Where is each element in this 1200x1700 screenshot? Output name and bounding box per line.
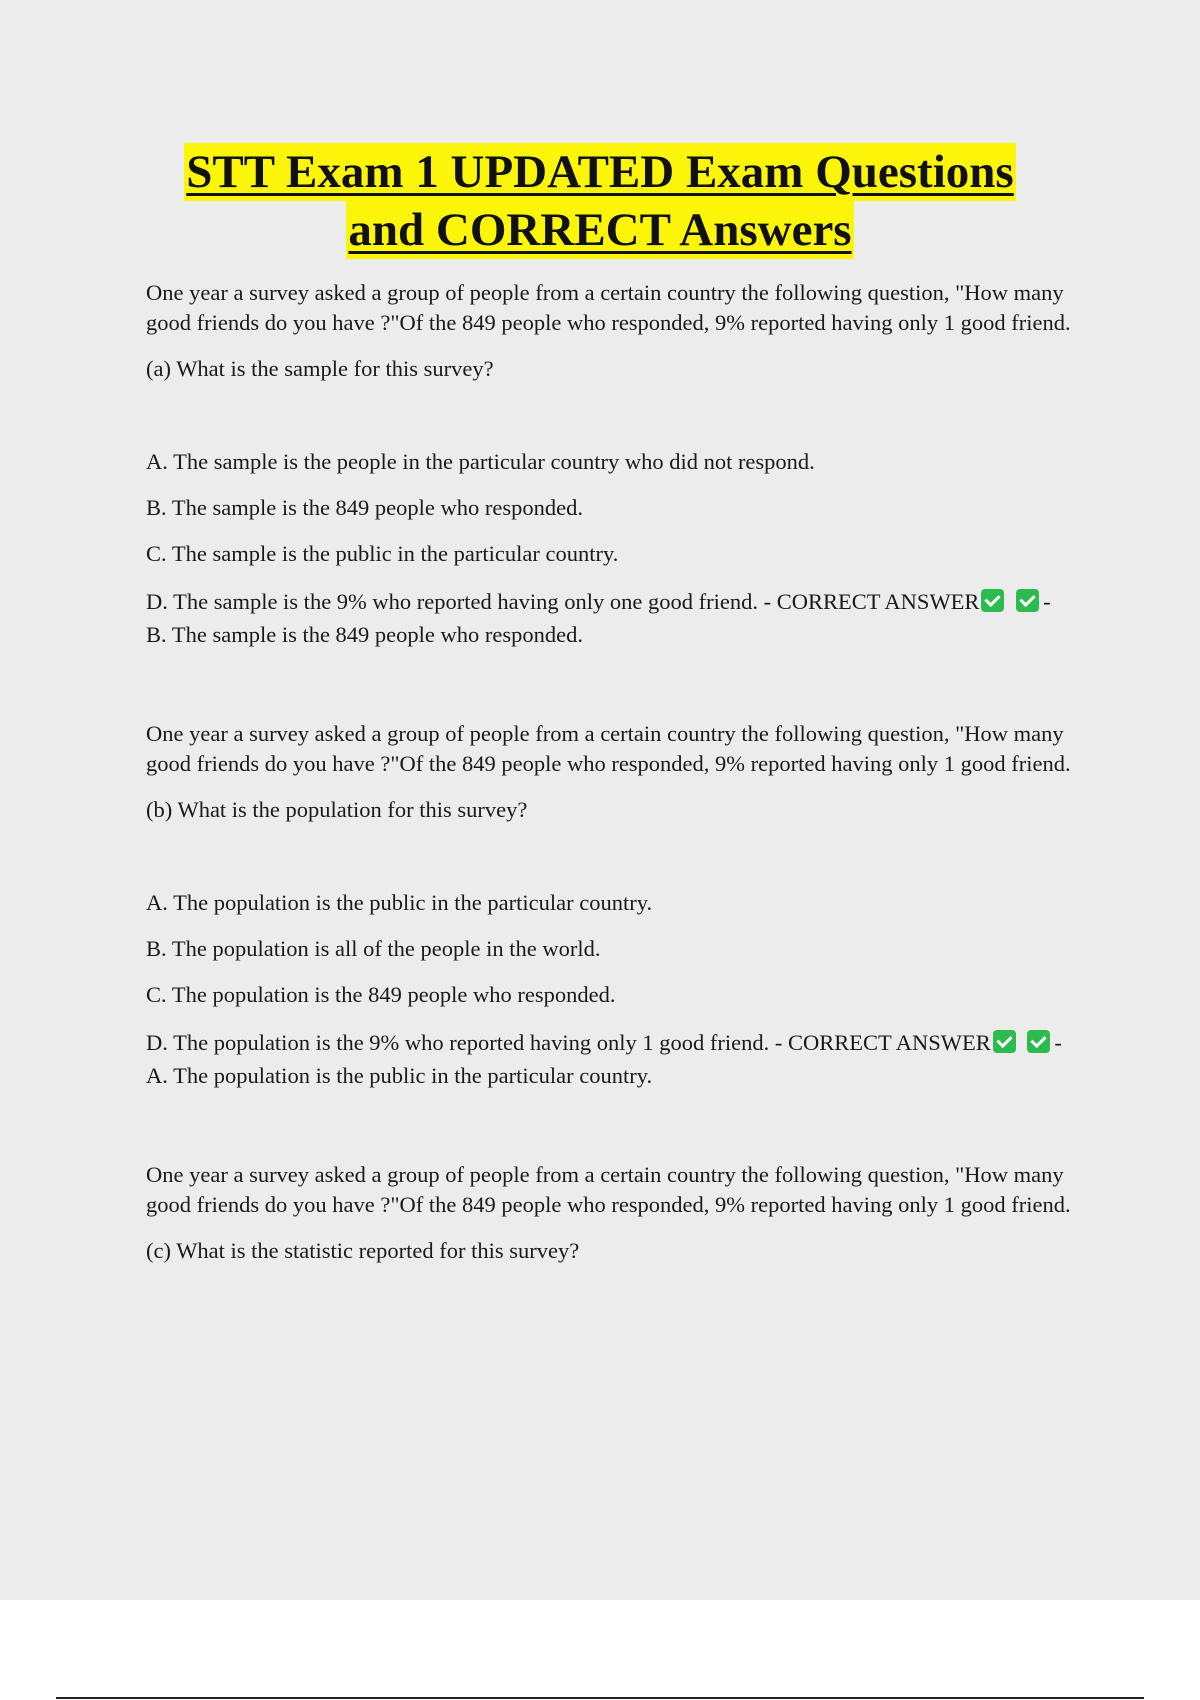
option-d: D. The sample is the 9% who reported having only one good friend. - CORRECT ANSWER (146, 589, 980, 614)
option-d: D. The population is the 9% who reported having only 1 good friend. - CORRECT ANSWER (146, 1030, 991, 1055)
option-d-with-answer (146, 585, 1076, 651)
page-divider (56, 1697, 1144, 1699)
title-line-1: STT Exam 1 UPDATED Exam Questions (184, 143, 1015, 201)
correct-answer: - B. The sample is the 849 people who responded. (146, 589, 1051, 647)
option-d-with-answer (146, 1026, 1076, 1092)
question-prompt: (b) What is the population for this survey? (146, 797, 528, 822)
question-prompt: (a) What is the sample for this survey? (146, 356, 494, 381)
question-stem: One year a survey asked a group of people from a certain country the following question, "How many good friends do you have ?"Of the 849 people who responded, 9% reported having only 1 good friend. (146, 721, 1071, 776)
option-b: B. The sample is the 849 people who responded. (146, 495, 584, 520)
question-block-b (146, 719, 1076, 1092)
document-body (146, 278, 1076, 1282)
title-line-2: and CORRECT Answers (346, 201, 853, 259)
option-a: A. The sample is the people in the particular country who did not respond. (146, 449, 815, 474)
correct-answer: - A. The population is the public in the particular country. (146, 1030, 1062, 1088)
check-mark-icon (1016, 589, 1039, 612)
question-block-a (146, 278, 1076, 651)
question-stem: One year a survey asked a group of people from a certain country the following question, "How many good friends do you have ?"Of the 849 people who responded, 9% reported having only 1 good friend. (146, 280, 1071, 335)
option-a: A. The population is the public in the particular country. (146, 890, 653, 915)
check-mark-icon (981, 589, 1004, 612)
question-prompt: (c) What is the statistic reported for this survey? (146, 1238, 580, 1263)
check-mark-icon (1027, 1030, 1050, 1053)
document-title (0, 143, 1200, 259)
option-c: C. The sample is the public in the particular country. (146, 541, 619, 566)
option-b: B. The population is all of the people in the world. (146, 936, 601, 961)
option-c: C. The population is the 849 people who responded. (146, 982, 616, 1007)
question-block-c (146, 1160, 1076, 1266)
question-stem: One year a survey asked a group of people from a certain country the following question, "How many good friends do you have ?"Of the 849 people who responded, 9% reported having only 1 good friend. (146, 1162, 1071, 1217)
check-mark-icon (993, 1030, 1016, 1053)
